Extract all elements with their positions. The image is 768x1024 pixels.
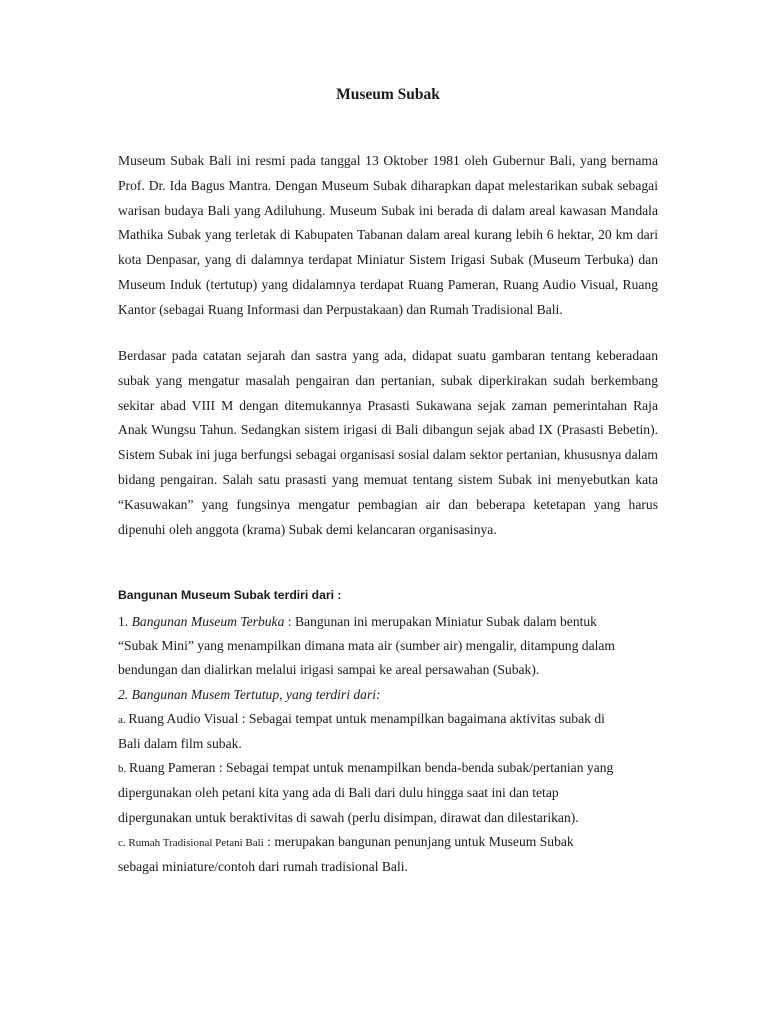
item-heading: 2. Bangunan Musem Tertutup, yang terdiri dari: — [118, 686, 381, 702]
sub-item-marker: b. — [118, 763, 129, 776]
sub-item-audio-visual — [118, 707, 658, 732]
paragraph-history-founding: Museum Subak Bali ini resmi pada tanggal 13 Oktober 1981 oleh Gubernur Bali, yang bernama Prof. Dr. Ida Bagus Mantra. Dengan Museum Subak diharapkan dapat melestarikan subak sebagai warisan budaya Bali yang Adiluhung. Museum Subak ini berada di dalam areal kawasan Mandala Mathika Subak yang terletak di Kabupaten Tabanan dalam areal kurang lebih 6 hektar, 20 km dari kota Denpasar, yang di dalamnya terdapat Miniatur Sistem Irigasi Subak (Museum Terbuka) dan Museum Induk (tertutup) yang didalamnya terdapat Ruang Pameran, Ruang Audio Visual, Ruang Kantor (sebagai Ruang Informasi dan Perpustakaan) dan Rumah Tradisional Bali. — [118, 153, 658, 317]
item-label: Bangunan Museum Terbuka — [131, 614, 285, 629]
sub-item-text-line: sebagai miniature/contoh dari rumah tradisional Bali. — [118, 859, 408, 875]
section-heading-buildings: Bangunan Museum Subak terdiri dari : — [118, 588, 342, 602]
item-text: : Bangunan ini merupakan Miniatur Subak dalam bentuk — [284, 614, 597, 629]
sub-item-text: Ruang Audio Visual : Sebagai tempat untuk menampilkan bagaimana aktivitas subak di — [128, 710, 605, 726]
paragraph-history-origins: Berdasar pada catatan sejarah dan sastra yang ada, didapat suatu gambaran tentang keberadaan subak yang mengatur masalah pengairan dan pertanian, subak diperkirakan sudah berkembang sekitar abad VIII M dengan ditemukannya Prasasti Sukawana sejak zaman pemerintahan Raja Anak Wungsu Tahun. Sedangkan sistem irigasi di Bali dibangun sejak abad IX (Prasasti Bebetin). Sistem Subak ini juga berfungsi sebagai organisasi sosial dalam sektor pertanian, khususnya dalam bidang pengairan. Salah satu prasasti yang memuat tentang sistem Subak ini menyebutkan kata “Kasuwakan” yang fungsinya mengatur pembagian air dan beberapa ketetapan yang harus dipenuhi oleh anggota (krama) Subak demi kelancaran organisasinya. — [118, 348, 658, 537]
list-item-closed-museum — [118, 683, 658, 707]
list-item-open-museum — [118, 610, 658, 634]
sub-item-prefix: c. Rumah Tradisional Petani Bali — [118, 836, 264, 849]
sub-item-traditional-house — [118, 830, 658, 855]
sub-item-text-line: dipergunakan oleh petani kita yang ada di Bali dari dulu hingga saat ini dan tetap — [118, 785, 559, 801]
sub-item-text-line: dipergunakan untuk beraktivitas di sawah (perlu disimpan, dirawat dan dilestarikan). — [118, 809, 579, 825]
sub-item-text: Ruang Pameran : Sebagai tempat untuk menampilkan benda-benda subak/pertanian yang — [129, 760, 614, 776]
sub-item-exhibition-room — [118, 756, 658, 781]
list-item-text-line: “Subak Mini” yang menampilkan dimana mata air (sumber air) mengalir, ditampung dalam — [118, 638, 615, 654]
sub-item-text: : merupakan bangunan penunjang untuk Museum Subak — [263, 833, 574, 849]
item-number: 1. — [118, 614, 132, 629]
sub-item-marker: a. — [118, 713, 129, 726]
sub-item-text-line: Bali dalam film subak. — [118, 736, 242, 752]
list-item-text-line: bendungan dan dialirkan melalui irigasi sampai ke areal persawahan (Subak). — [118, 662, 540, 678]
page-title: Museum Subak — [336, 86, 440, 103]
buildings-list — [118, 610, 658, 879]
